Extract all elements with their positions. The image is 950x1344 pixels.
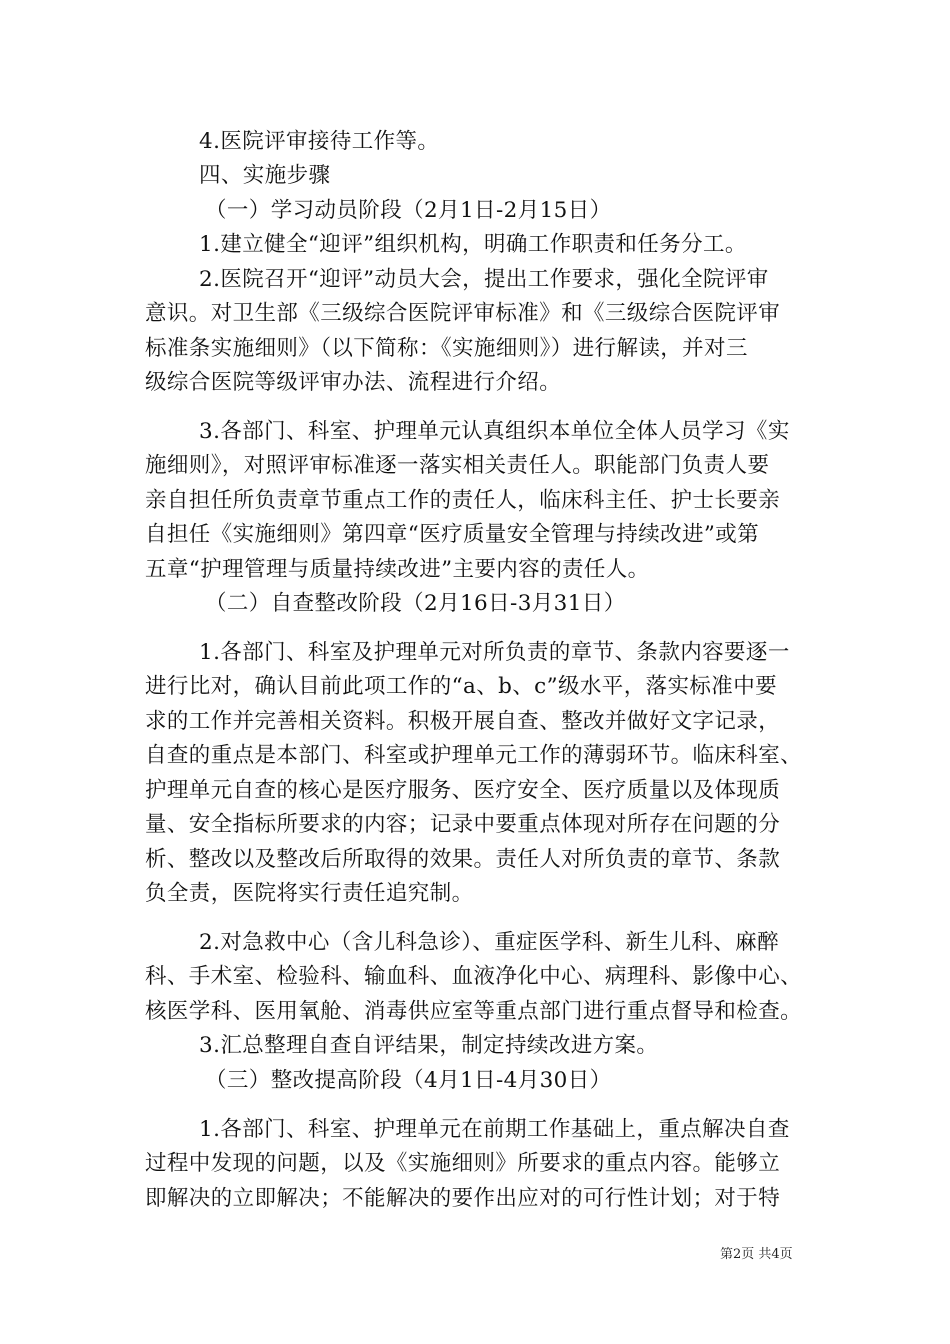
paragraph-line: 科、手术室、检验科、输血科、血液净化中心、病理科、影像中心、 [145,964,803,989]
paragraph-line: 自查的重点是本部门、科室或护理单元工作的薄弱环节。临床科室、 [145,743,803,768]
paragraph-line: 1.各部门、科室、护理单元在前期工作基础上，重点解决自查 [199,1117,790,1142]
paragraph-line: 标准条实施细则》（以下简称：《实施细则》）进行解读，并对三 [145,336,748,361]
subsection-heading: （三）整改提高阶段（4月1日-4月30日） [205,1068,612,1093]
paragraph-line: 亲自担任所负责章节重点工作的责任人，临床科主任、护士长要亲 [145,488,781,513]
paragraph-line: 1.各部门、科室及护理单元对所负责的章节、条款内容要逐一 [199,640,790,665]
paragraph-line: 3.汇总整理自查自评结果，制定持续改进方案。 [199,1033,659,1058]
paragraph-line: 进行比对，确认目前此项工作的“a、b、c”级水平，落实标准中要 [145,674,778,699]
paragraph-line: 五章“护理管理与质量持续改进”主要内容的责任人。 [145,557,650,582]
section-heading: 四、实施步骤 [199,163,331,188]
paragraph-line: 量、安全指标所要求的内容；记录中要重点体现对所存在问题的分 [145,812,781,837]
paragraph-line: 析、整改以及整改后所取得的效果。责任人对所负责的章节、条款 [145,847,781,872]
paragraph-line: 3.各部门、科室、护理单元认真组织本单位全体人员学习《实 [199,419,790,444]
paragraph-line: 施细则》，对照评审标准逐一落实相关责任人。职能部门负责人要 [145,453,770,478]
page-number: 第2页 共4页 [720,1247,793,1262]
paragraph-line: 过程中发现的问题，以及《实施细则》所要求的重点内容。能够立 [145,1151,781,1176]
paragraph-line: 护理单元自查的核心是医疗服务、医疗安全、医疗质量以及体现质 [145,778,781,803]
paragraph-line: 2.对急救中心（含儿科急诊）、重症医学科、新生儿科、麻醉 [199,930,779,955]
paragraph-line: 核医学科、医用氧舱、消毒供应室等重点部门进行重点督导和检查。 [145,999,803,1024]
subsection-heading: （二）自查整改阶段（2月16日-3月31日） [205,591,626,616]
paragraph-line: 级综合医院等级评审办法、流程进行介绍。 [145,370,562,395]
paragraph-line: 意识。对卫生部《三级综合医院评审标准》和《三级综合医院评审 [145,301,781,326]
paragraph-line: 自担任《实施细则》第四章“医疗质量安全管理与持续改进”或第 [145,522,760,547]
paragraph-line: 2.医院召开“迎评”动员大会，提出工作要求，强化全院评审 [199,267,769,292]
paragraph-line: 求的工作并完善相关资料。积极开展自查、整改并做好文字记录， [145,709,781,734]
paragraph-line: 4.医院评审接待工作等。 [199,129,440,154]
paragraph-line: 1.建立健全“迎评”组织机构，明确工作职责和任务分工。 [199,232,747,257]
paragraph-line: 负全责，医院将实行责任追究制。 [145,881,474,906]
paragraph-line: 即解决的立即解决；不能解决的要作出应对的可行性计划；对于特 [145,1186,781,1211]
subsection-heading: （一）学习动员阶段（2月1日-2月15日） [205,198,612,223]
